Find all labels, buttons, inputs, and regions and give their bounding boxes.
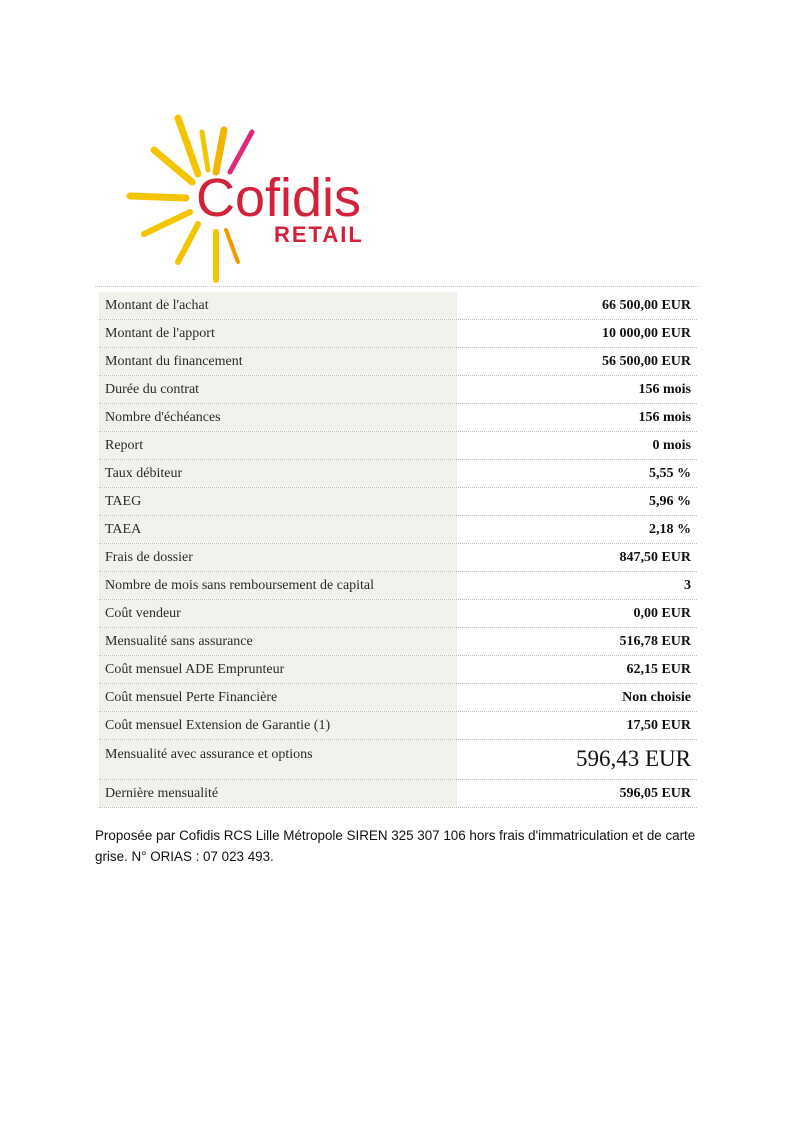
row-label: Mensualité sans assurance: [99, 628, 457, 655]
row-label: TAEA: [99, 516, 457, 543]
row-label: Report: [99, 432, 457, 459]
row-value: 62,15 EUR: [626, 661, 691, 677]
row-label: Coût mensuel Perte Financière: [99, 684, 457, 711]
row-value: 3: [684, 577, 691, 593]
table-row: [99, 600, 697, 628]
table-row: [99, 320, 697, 348]
table-row: [99, 376, 697, 404]
row-value: 847,50 EUR: [619, 549, 691, 565]
row-label: Coût vendeur: [99, 600, 457, 627]
table-row: [99, 292, 697, 320]
row-value: 0,00 EUR: [633, 605, 691, 621]
row-value: 2,18 %: [649, 521, 691, 537]
table-row: [99, 628, 697, 656]
row-value: 0 mois: [652, 437, 691, 453]
table-row: [99, 516, 697, 544]
cofidis-retail-logo: [126, 112, 386, 284]
row-value: 5,96 %: [649, 493, 691, 509]
row-label: Nombre de mois sans remboursement de capital: [99, 572, 457, 599]
table-row: [99, 684, 697, 712]
row-label: Coût mensuel ADE Emprunteur: [99, 656, 457, 683]
table-row: [99, 740, 697, 780]
table-row: [99, 712, 697, 740]
table-row: [99, 432, 697, 460]
row-label: TAEG: [99, 488, 457, 515]
row-label: Durée du contrat: [99, 376, 457, 403]
row-label: Taux débiteur: [99, 460, 457, 487]
row-value: 10 000,00 EUR: [601, 325, 691, 341]
table-row: [99, 488, 697, 516]
row-label: Montant de l'apport: [99, 320, 457, 347]
row-value: Non choisie: [622, 689, 691, 705]
financing-table: [99, 292, 697, 808]
row-value: 66 500,00 EUR: [601, 297, 691, 313]
row-value: 596,05 EUR: [619, 785, 691, 801]
row-label: Dernière mensualité: [99, 780, 457, 807]
table-row: [99, 544, 697, 572]
table-row: [99, 656, 697, 684]
row-value: 156 mois: [638, 381, 691, 397]
row-value: 156 mois: [638, 409, 691, 425]
row-value: 17,50 EUR: [626, 717, 691, 733]
row-label: Montant de l'achat: [99, 292, 457, 319]
table-row: [99, 348, 697, 376]
row-value: 516,78 EUR: [619, 633, 691, 649]
table-row: [99, 460, 697, 488]
row-label: Montant du financement: [99, 348, 457, 375]
row-label: Nombre d'échéances: [99, 404, 457, 431]
row-value: 596,43 EUR: [576, 746, 691, 771]
row-value: 5,55 %: [649, 465, 691, 481]
row-value: 56 500,00 EUR: [601, 353, 691, 369]
legal-footer: Proposée par Cofidis RCS Lille Métropole SIREN 325 307 106 hors frais d'immatriculation et de carte grise. N° ORIAS : 07 023 493.: [95, 828, 696, 864]
row-label: Coût mensuel Extension de Garantie (1): [99, 712, 457, 739]
row-label: Frais de dossier: [99, 544, 457, 571]
table-row: [99, 572, 697, 600]
table-top-rule: [95, 286, 700, 287]
row-label: Mensualité avec assurance et options: [99, 740, 457, 779]
brand-name: Cofidis: [196, 168, 362, 228]
table-row: [99, 404, 697, 432]
brand-sub: RETAIL: [274, 222, 364, 247]
table-row: [99, 780, 697, 808]
